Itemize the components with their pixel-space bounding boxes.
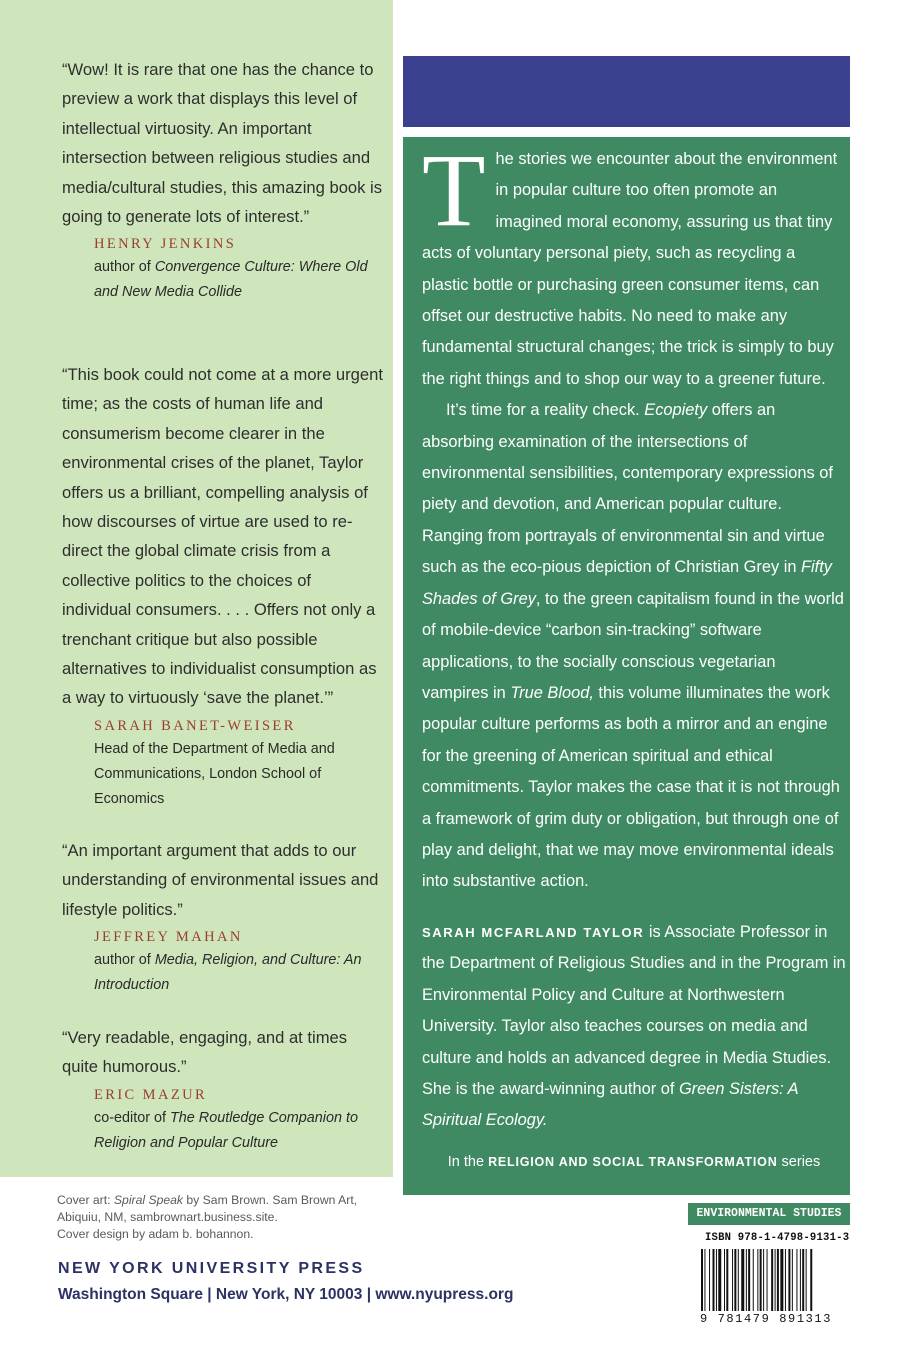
publisher-name: NEW YORK UNIVERSITY PRESS xyxy=(58,1260,365,1277)
blurb-author-role: co-editor of The Routledge Companion to Religion and Popular Culture xyxy=(94,1109,358,1151)
blurb-quote: “This book could not come at a more urgent time; as the costs of human life and consumerism become clearer in the environmental crises of the planet, Taylor offers us a brilliant, compelling analysis of how discourses of virtue are used to re-direct the global climate crisis from a collective politics to the choices of individual consumers. . . . Offers not only a trenchant critique but also possible alternatives to individualist consumption as a way to virtuously ‘save the planet.’” xyxy=(62,365,383,708)
blurb-quote: “An important argument that adds to our understanding of environmental issues and lifestyle politics.” xyxy=(62,841,379,919)
blurb-author-name: ERIC MAZUR xyxy=(94,1086,208,1103)
blurb-author-role: Head of the Department of Media and Communications, London School of Economics xyxy=(94,740,335,807)
author-bio: SARAH MCFARLAND TAYLOR is Associate Professor in the Department of Religious Studies and in the Program in Environmental Policy and Culture at Northwestern University. Taylor also teaches courses on media and culture and holds an advanced degree in Media Studies. She is the award-winning author of Green Sisters: A Spiritual Ecology. xyxy=(422,923,846,1130)
drop-cap: T xyxy=(422,133,486,248)
cover-design-credit: Cover design by adam b. bohannon. xyxy=(57,1227,254,1241)
blurb-author-name: HENRY JENKINS xyxy=(94,236,237,253)
description-paragraph-1: The stories we encounter about the environment in popular culture too often promote an imagined moral economy, assuring us that tiny acts of voluntary personal piety, such as recycling a plastic bottle or purchasing green consumer items, can offset our destructive habits. No need to make any fundamental structural changes; the trick is simply to buy the right things and to shop our way to a greener future. xyxy=(422,133,838,388)
blurb-author-name: JEFFREY MAHAN xyxy=(94,929,243,946)
title-bar xyxy=(403,56,850,127)
isbn-label: ISBN 978-1-4798-9131-3 xyxy=(705,1232,850,1244)
blurb-mahan xyxy=(62,836,384,998)
blurb-banet-weiser xyxy=(62,360,384,812)
cover-art-credit: Cover art: Spiral Speak by Sam Brown. Sam Brown Art, Abiquiu, NM, sambrownart.business.site. xyxy=(57,1193,358,1224)
blurb-author-role: author of Media, Religion, and Culture: An Introduction xyxy=(94,952,362,994)
blurb-quote: “Very readable, engaging, and at times quite humorous.” xyxy=(62,1028,348,1077)
blurb-mazur xyxy=(62,1023,384,1156)
description-paragraph-2: It’s time for a reality check. Ecopiety offers an absorbing examination of the intersections of environmental sensibilities, contemporary expressions of piety and devotion, and American popular culture. Ranging from portrayals of environmental sin and virtue such as the eco-pious depiction of Christian Grey in Fifty Shades of Grey, to the green capitalism found in the world of mobile-device “carbon sin-tracking” software applications, to the socially conscious vegetarian vampires in True Blood, this volume illuminates the work popular culture performs as both a mirror and an engine for the greening of American spiritual and ethical commitments. Taylor makes the case that it is not through a framework of grim duty or obligation, but through one of play and delight, that we may move environmental ideals into substantive action. xyxy=(422,401,844,891)
book-description xyxy=(422,133,846,898)
barcode-icon xyxy=(700,1249,844,1313)
blurb-author-name: SARAH BANET-WEISER xyxy=(94,717,296,734)
bio-book-title: Green Sisters: A Spiritual Ecology. xyxy=(422,1080,798,1130)
barcode-digits: 9 781479 891313 xyxy=(700,1312,833,1326)
publisher-address: Washington Square | New York, NY 10003 | www.nyupress.org xyxy=(58,1286,514,1303)
blurb-author-role: author of Convergence Culture: Where Old and New Media Collide xyxy=(94,259,368,301)
blurb-jenkins xyxy=(62,55,384,305)
bio-author-name: SARAH MCFARLAND TAYLOR xyxy=(422,925,645,940)
series-line: In the RELIGION AND SOCIAL TRANSFORMATION series xyxy=(447,1154,821,1170)
blurb-quote: “Wow! It is rare that one has the chance to preview a work that displays this level of intellectual virtuosity. An important intersection between religious studies and media/cultural studies, this amazing book is going to generate lots of interest.” xyxy=(62,60,383,227)
cover-credits xyxy=(57,1192,387,1243)
category-label: ENVIRONMENTAL STUDIES xyxy=(688,1203,850,1225)
